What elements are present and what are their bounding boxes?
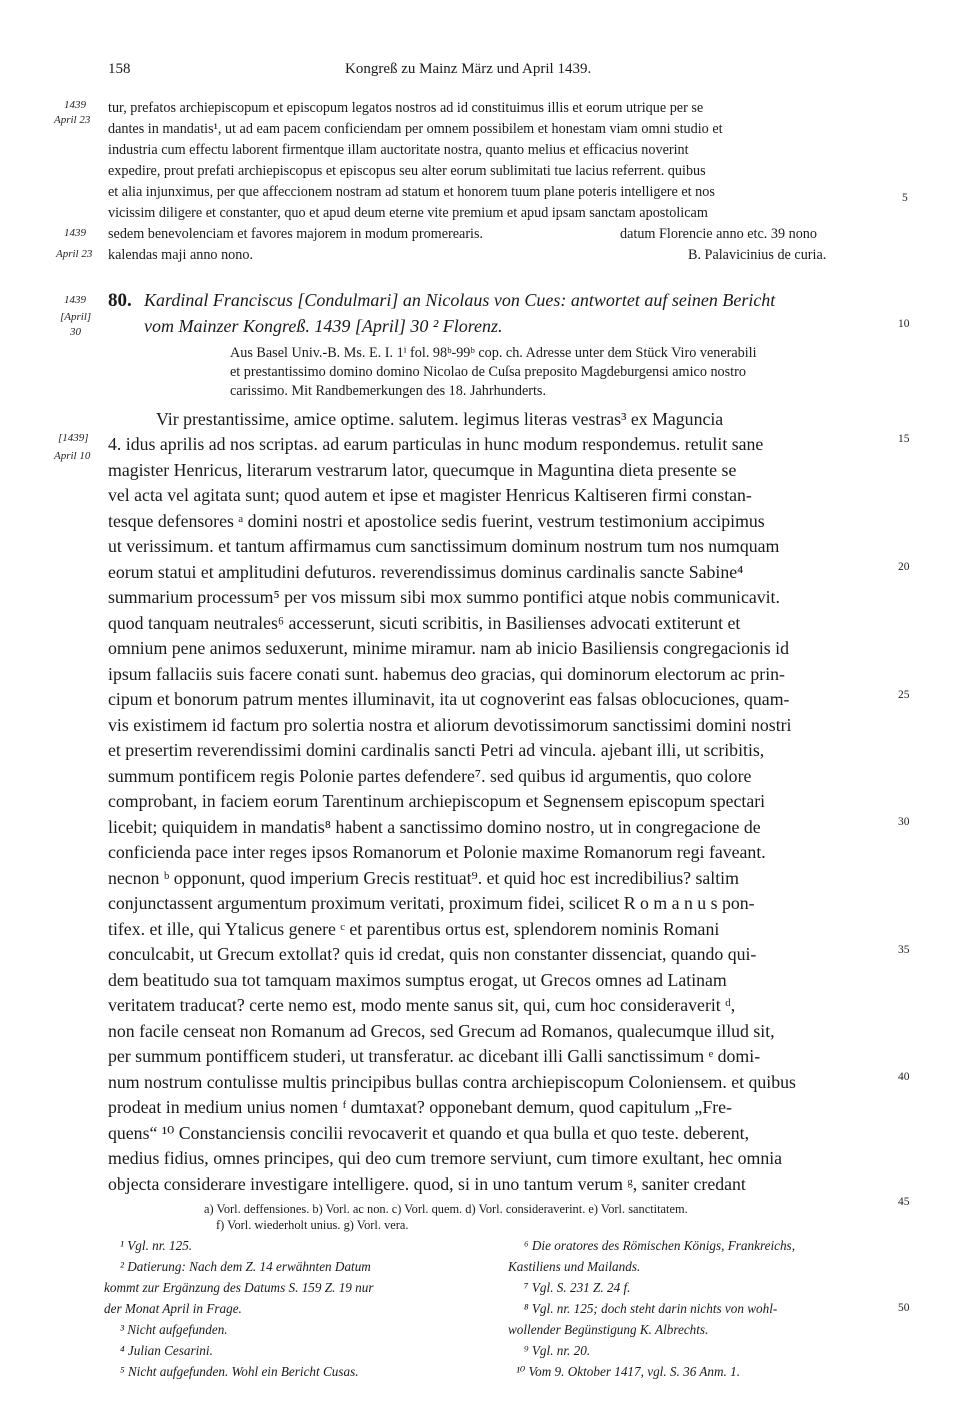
text-line: sedem benevolenciam et favores majorem in modum promerearis. [108,226,484,242]
document-title-date: vom Mainzer Kongreß. 1439 [April] 30 ² Florenz. [144,316,503,336]
footnote: Kastiliens und Mailands. [508,1259,641,1274]
text-line: prodeat in medium unius nomen ᶠ dumtaxat? opponebant demum, quod capitulum „Fre- [108,1097,732,1117]
text-line: conjunctassent argumentum proximum veritati, proximum fidei, scilicet R o m a n u s pon- [108,893,755,913]
margin-date: April 23 [56,248,93,260]
text-line: objecta considerare investigare intelligere. quod, si in uno tantum verum ᵍ, saniter credant [108,1174,746,1194]
apparatus-line: a) Vorl. deffensiones. b) Vorl. ac non. c) Vorl. quem. d) Vorl. consideraverint. e) Vorl. sanctitatem. [204,1202,688,1216]
text-line: ipsum fallaciis suis facere conati sunt. habemus deo gracias, qui dominorum electorum ac prin- [108,664,785,684]
text-line: conculcabit, ut Grecum extollat? quis id credat, quis non constanter dissenciat, quando qui- [108,944,757,964]
footnote: ⁷ Vgl. S. 231 Z. 24 f. [524,1280,631,1295]
text-line: 4. idus aprilis ad nos scriptas. ad earum particulas in hunc modum respondemus. retulit sane [108,434,764,454]
document-number: 80. [108,290,132,311]
margin-date: 1439 [64,227,86,239]
text-line: num nostrum contulisse multis principibus bullas contra archiepiscopum Coloniensem. et quibus [108,1072,796,1092]
text-line: licebit; quiquidem in mandatis⁸ habent a sanctissimo domino nostro, ut in congregacione de [108,817,761,837]
text-line: medius fidius, omnes principes, qui deo cum tremore serviunt, cum timore exultant, hec omnia [108,1148,783,1168]
text-line: ut verissimum. et tantum affirmamus cum sanctissimum dominum nostrum tum nos numquam [108,536,780,556]
text-line: eorum statui et amplitudini defuturos. reverendissimus dominus cardinalis sancte Sabine⁴ [108,562,744,582]
line-number: 5 [902,192,908,204]
line-number: 30 [898,816,910,828]
source-note: et prestantissimo domino domino Nicolao de Cuſsa preposito Magdeburgensi amico nostro [230,364,746,380]
text-line: et presertim reverendissimi domini cardinalis sancti Petri ad vincula. ajebant illi, ut scribitis, [108,740,765,760]
text-line: quod tanquam neutrales⁶ accesserunt, sicuti scribitis, in Basilienses advocati extiterunt et [108,613,741,633]
text-line: vis existimem id factum pro solertia nostra et aliorum devotissimorum sanctissimi domini nostri [108,715,792,735]
text-line: et alia injunximus, per que affeccionem nostram ad statum et honorem tuum plane poteris intelligere et nos [108,184,715,200]
margin-date: 30 [70,326,81,338]
text-line: quens“ ¹⁰ Constanciensis concilii revocaverit et quando et qua bulla et quo teste. deberent, [108,1123,750,1143]
text-line: tifex. et ille, qui Ytalicus genere ᶜ et parentibus ortus est, splendorem nominis Romani [108,919,720,939]
footnote: wollender Begünstigung K. Albrechts. [508,1322,709,1337]
source-note: Aus Basel Univ.-B. Ms. E. I. 1ⁱ fol. 98ᵇ-99ᵇ cop. ch. Adresse unter dem Stück Viro venerabili [230,345,757,361]
text-line: tesque defensores ᵃ domini nostri et apostolice sedis fuerint, vestrum testimonium accipimus [108,511,765,531]
footnote: ⁹ Vgl. nr. 20. [524,1343,591,1358]
footnote: ¹⁰ Vom 9. Oktober 1417, vgl. S. 36 Anm. 1. [516,1364,741,1379]
footnote: ⁵ Nicht aufgefunden. Wohl ein Bericht Cusas. [120,1364,359,1379]
text-line: conficienda pace inter reges ipsos Romanorum et Polonie maxime Romanorum regi faveant. [108,842,766,862]
margin-date: 1439 [64,99,86,111]
text-line: dem beatitudo sua tot tamquam maximos sumptus erogat, ut Grecos omnes ad Latinam [108,970,727,990]
document-title: Kardinal Franciscus [Condulmari] an Nicolaus von Cues: antwortet auf seinen Bericht [144,290,776,310]
footnote: kommt zur Ergänzung des Datums S. 159 Z. 19 nur [104,1280,374,1295]
margin-date: [April] [60,311,92,323]
text-line: industria cum effectu laborent firmentque illam auctoritate nostra, quanto melius et efficacius noverint [108,142,689,158]
text-line: magister Henricus, literarum vestrarum lator, quecumque in Maguntina dieta presente se [108,460,737,480]
line-number: 50 [898,1302,910,1314]
text-line: vicissim diligere et constanter, quo et apud deum eterne vite premium et apud ipsam sanctam apostolicam [108,205,708,221]
running-title: Kongreß zu Mainz März und April 1439. [345,61,592,77]
text-line: datum Florencie anno etc. 39 nono [620,226,817,242]
footnote: ¹ Vgl. nr. 125. [120,1238,193,1253]
text-line: expedire, prout prefati archiepiscopus et episcopus seu alter eorum sublimitati tue lacius referrent. quibus [108,163,706,179]
text-line: dantes in mandatis¹, ut ad eam pacem conficiendam per omnem possibilem et honestam viam omni studio et [108,121,723,137]
text-line: non facile censeat non Romanum ad Grecos, sed Grecum ad Romanos, qualecumque illud sit, [108,1021,775,1041]
text-line: kalendas maji anno nono. [108,247,253,263]
signature-line: B. Palavicinius de curia. [688,247,827,263]
margin-date: [1439] [58,432,89,444]
text-line: cipum et bonorum patrum mentes illuminavit, ita ut cognoverint eas falsas oblocuciones, quam- [108,689,790,709]
text-line: tur, prefatos archiepiscopum et episcopum legatos nostros ad id constituimus illis et eorum utrique per se [108,100,704,116]
text-line: omnium pene animos seduxerunt, minime miramur. nam ab inicio Basiliensis congregacionis id [108,638,789,658]
footnote: ² Datierung: Nach dem Z. 14 erwähnten Datum [120,1259,371,1274]
margin-date: April 23 [54,114,91,126]
line-number: 25 [898,689,910,701]
text-line: per summum pontifficem studeri, ut transferatur. ac dicebant illi Galli sanctissimum ᵉ domi- [108,1046,761,1066]
margin-date: April 10 [54,450,91,462]
apparatus-line: f) Vorl. wiederholt unius. g) Vorl. vera. [216,1218,409,1232]
text-line: Vir prestantissime, amice optime. salutem. legimus literas vestras³ ex Maguncia [156,409,724,429]
line-number: 10 [898,318,910,330]
footnote: ⁴ Julian Cesarini. [120,1343,213,1358]
text-line: comprobant, in faciem eorum Tarentinum archiepiscopum et Segnensem episcopum spectari [108,791,766,811]
footnote: ⁸ Vgl. nr. 125; doch steht darin nichts von wohl- [524,1301,778,1316]
text-line: vel acta vel agitata sunt; quod autem et ipse et magister Henricus Kaltiseren firmi constan- [108,485,752,505]
line-number: 45 [898,1196,910,1208]
source-note: carissimo. Mit Randbemerkungen des 18. Jahrhunderts. [230,383,547,399]
text-line: summum pontificem regis Polonie partes defendere⁷. sed quibus id argumentis, quo colore [108,766,752,786]
text-line: necnon ᵇ opponunt, quod imperium Grecis restituat⁹. et quid hoc est incredibilius? saltim [108,868,739,888]
line-number: 15 [898,433,910,445]
footnote: ⁶ Die oratores des Römischen Königs, Frankreichs, [524,1238,795,1253]
text-line: veritatem traducat? certe nemo est, modo mente sanus sit, qui, cum hoc consideraverit ᵈ, [108,995,736,1015]
footnote: ³ Nicht aufgefunden. [120,1322,228,1337]
line-number: 40 [898,1071,910,1083]
text-line: summarium processum⁵ per vos missum sibi mox summo pontifici atque nobis communicavit. [108,587,780,607]
page-number: 158 [108,61,131,77]
margin-date: 1439 [64,294,86,306]
footnote: der Monat April in Frage. [104,1301,242,1316]
line-number: 35 [898,944,910,956]
line-number: 20 [898,561,910,573]
